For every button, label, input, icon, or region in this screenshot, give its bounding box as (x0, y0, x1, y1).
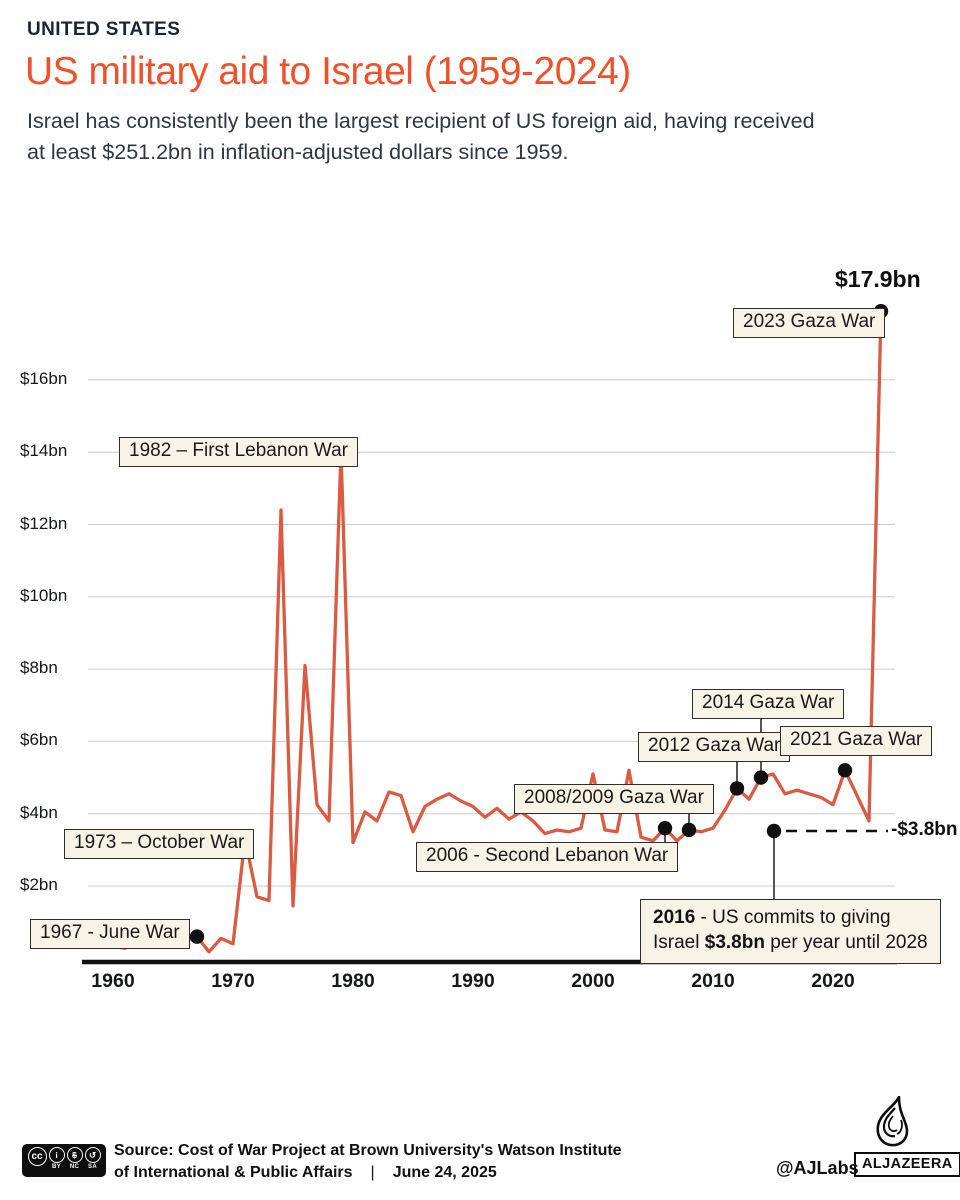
event-dot (682, 823, 696, 837)
y-axis-label: $14bn (20, 441, 68, 461)
note-year: 2016 (653, 907, 696, 928)
x-axis-label: 1970 (211, 970, 255, 992)
event-dot (838, 763, 852, 777)
annotation-box: 2012 Gaza War (638, 732, 790, 762)
source-credit (114, 1140, 622, 1183)
kicker-label: UNITED STATES (27, 19, 181, 40)
note-text-1: - US commits to giving (695, 907, 891, 928)
y-axis-label: $8bn (20, 658, 58, 678)
note-amount: $3.8bn (704, 931, 765, 953)
event-dot (730, 781, 744, 795)
cc-sa-icon: ↺ SA (85, 1147, 101, 1170)
x-axis-label: 2020 (811, 970, 855, 992)
x-axis-label: 1980 (331, 970, 375, 992)
source-line-2: of International & Public Affairs | June 24, 2025 (114, 1163, 497, 1181)
event-dot (658, 821, 672, 835)
aljazeera-wordmark: ALJAZEERA (854, 1152, 960, 1177)
source-line-1: Source: Cost of War Project at Brown University's Watson Institute (114, 1142, 622, 1159)
x-axis-label: 1960 (91, 970, 135, 992)
annotation-box: 1967 - June War (30, 919, 190, 949)
annotation-box: 2008/2009 Gaza War (514, 784, 714, 814)
cc-by-icon: i BY (49, 1147, 65, 1170)
annotation-box: 1973 – October War (64, 829, 254, 859)
cc-license-badge (22, 1144, 106, 1177)
note-line-1 (653, 906, 928, 931)
annotation-box: 1982 – First Lebanon War (119, 437, 358, 467)
annotation-box: 2021 Gaza War (780, 726, 932, 756)
cc-icon: cc (28, 1147, 47, 1166)
note-text-3: per year until 2028 (764, 931, 928, 953)
subtitle-line-2: at least $251.2bn in inflation-adjusted dollars since 1959. (27, 140, 569, 165)
event-dot (190, 929, 204, 943)
subtitle-line-1: Israel has consistently been the largest recipient of US foreign aid, having received (27, 109, 815, 133)
peak-value-label: $17.9bn (835, 266, 921, 292)
y-axis-label: $12bn (20, 513, 68, 533)
x-axis-label: 1990 (451, 970, 495, 992)
annotation-box: 2006 - Second Lebanon War (416, 842, 678, 872)
ajlabs-handle: @AJLabs (776, 1158, 859, 1178)
commitment-note-box (640, 899, 941, 964)
y-axis-label: $2bn (20, 875, 58, 894)
annotation-box: 2014 Gaza War (692, 689, 844, 719)
y-axis-label: $6bn (20, 730, 58, 750)
x-axis-label: 2000 (571, 970, 615, 992)
commitment-line-label: -$3.8bn (891, 819, 958, 840)
y-axis-label: $16bn (20, 368, 68, 388)
note-line-2 (653, 931, 928, 956)
separator: | (370, 1163, 375, 1181)
x-axis-label: 2010 (691, 970, 735, 992)
aljazeera-logo-icon (868, 1096, 918, 1150)
event-dot (754, 770, 768, 784)
note-text-2: Israel (653, 931, 705, 953)
cc-nc-icon: $ NC (67, 1147, 83, 1170)
publish-date: June 24, 2025 (392, 1163, 497, 1181)
page-title: US military aid to Israel (1959-2024) (25, 50, 631, 93)
y-axis-label: $10bn (20, 585, 68, 605)
commitment-dot (767, 824, 781, 838)
y-axis-label: $4bn (20, 802, 58, 822)
annotation-box: 2023 Gaza War (733, 308, 885, 338)
